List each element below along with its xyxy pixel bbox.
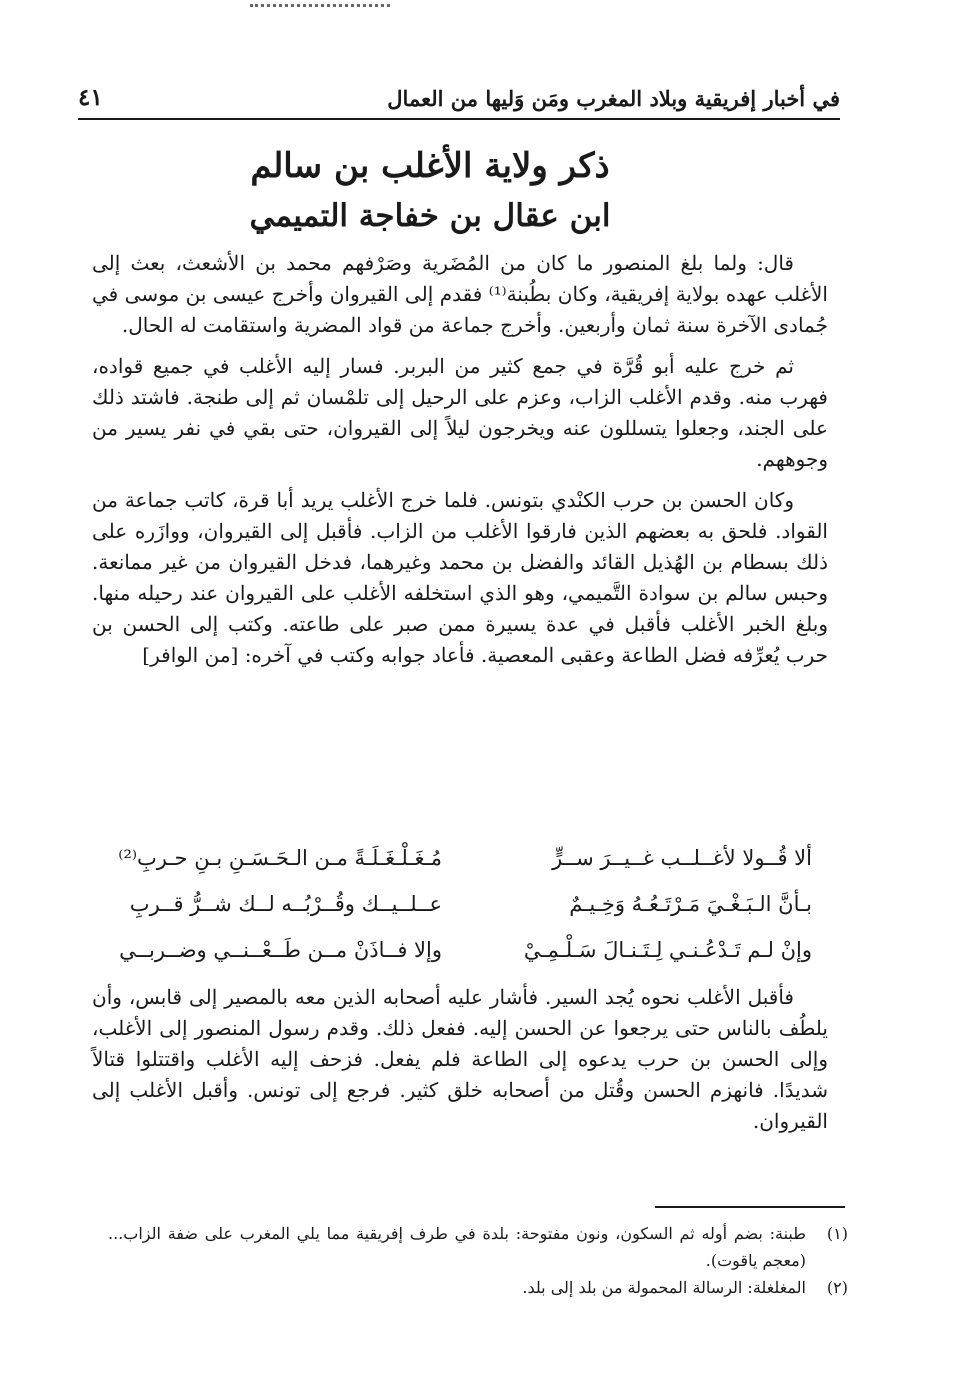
section-subtitle: ابن عقال بن خفاجة التميمي <box>249 198 611 234</box>
footnote <box>108 1220 848 1274</box>
poem <box>112 846 812 984</box>
verse-first-hemistich: بـأنَّ الـبَـغْـيَ مَـرْتَـعُـهُ وَخِـيـمٌ <box>569 892 812 916</box>
page-header <box>78 82 840 120</box>
footnote-text: طبنة: بضم أوله ثم السكون، ونون مفتوحة: بلدة في طرف إفريقية مما يلي المغرب على ضفة الزاب... (معجم ياقوت). <box>108 1224 806 1270</box>
paragraph: وكان الحسن بن حرب الكنْدي بتونس. فلما خرج الأغلب يريد أبا قرة، كاتب جماعة من القواد. فلحق به بعضهم الذين فارقوا الأغلب من الزاب. فأقبل إلى القيروان، ووازَره على ذلك بسطام بن الهُذيل القائد والفضل بن محمد وغيرهما، فدخل القيروان من غير ممانعة. وحبس سالم بن سوادة التَّميمي، وهو الذي استخلفه الأغلب على القيروان عند رحيله منها. وبلغ الخبر الأغلب فأقبل في عدة يسيرة ممن صبر على طاعته. وكتب إلى الحسن بن حرب يُعرِّفه فضل الطاعة وعقبى المعصية. فأعاد جوابه وكتب في آخره: [من الوافر] <box>92 488 829 667</box>
footnote-text: المغلغلة: الرسالة المحمولة من بلد إلى بلد. <box>522 1278 806 1297</box>
footnote <box>108 1274 848 1301</box>
footnote-number: (٢) <box>826 1278 848 1297</box>
verse-second-hemistich: مُـغَـلْـغَـلَـةً مـن الـحَـسَـنِ بـنِ حـربِ⁽²⁾ <box>118 846 442 870</box>
page-number: ٤١ <box>78 84 103 111</box>
section-title: ذكر ولاية الأغلب بن سالم <box>250 146 610 186</box>
footnote-separator <box>655 1206 845 1208</box>
verse-line <box>112 892 812 938</box>
verse-second-hemistich: وإلا فــاذَنْ مــن طَــعْــنــي وضــربــي <box>119 938 442 962</box>
main-text-continued <box>92 982 828 1147</box>
verse-first-hemistich: وإنْ لـم تَـدْعُـنـي لِـتَـنـالَ سَـلْـمِـيْ <box>523 938 812 962</box>
top-dotted-mark <box>250 0 390 7</box>
footnotes <box>108 1220 848 1301</box>
verse-line <box>112 938 812 984</box>
verse-first-hemistich: ألا قُــولا لأغــلــب غــيــرَ ســرٍّ <box>552 846 812 870</box>
main-text <box>92 248 828 681</box>
footnote-number: (١) <box>826 1224 848 1243</box>
paragraph: ثم خرج عليه أبو قُرَّة في جمع كثير من البربر. فسار إليه الأغلب في جميع قواده، فهرب منه. وقدم الأغلب الزاب، وعزم على الرحيل إلى تلمْسان ثم إلى طنجة. فاشتد ذلك على الجند، وجعلوا يتسللون عنه ويخرجون ليلاً إلى القيروان، حتى بقي في نفر يسير من وجوههم. <box>92 354 828 471</box>
running-title: في أخبار إفريقية وبلاد المغرب ومَن وَليها من العمال <box>387 86 840 111</box>
paragraph: فأقبل الأغلب نحوه يُجد السير. فأشار عليه أصحابه الذين معه بالمصير إلى قابس، وأن يلطُف بالناس حتى يرجعوا عن الحسن إليه. ففعل ذلك. وقدم رسول المنصور إلى الأغلب، وإلى الحسن بن حرب يدعوه إلى الطاعة فلم يفعل. فزحف إليه الأغلب واقتتلوا قتالاً شديدًا. فانهزم الحسن وقُتل من أصحابه خلق كثير. فرجع إلى تونس. وأقبل الأغلب إلى القيروان. <box>92 985 828 1133</box>
verse-line <box>112 846 812 892</box>
paragraph: قال: ولما بلغ المنصور ما كان من المُضَرية وصَرْفهم محمد بن الأشعث، بعث إلى الأغلب عهده بولاية إفريقية، وكان بطُبنة⁽¹⁾ فقدم إلى القيروان وأخرج عيسى بن موسى في جُمادى الآخرة سنة ثمان وأربعين. وأخرج جماعة من قواد المضرية واستقامت له الحال. <box>92 251 828 337</box>
verse-second-hemistich: عــلــيــك وقُــرْبُــه لــك شــرُّ قــربِ <box>129 892 442 916</box>
